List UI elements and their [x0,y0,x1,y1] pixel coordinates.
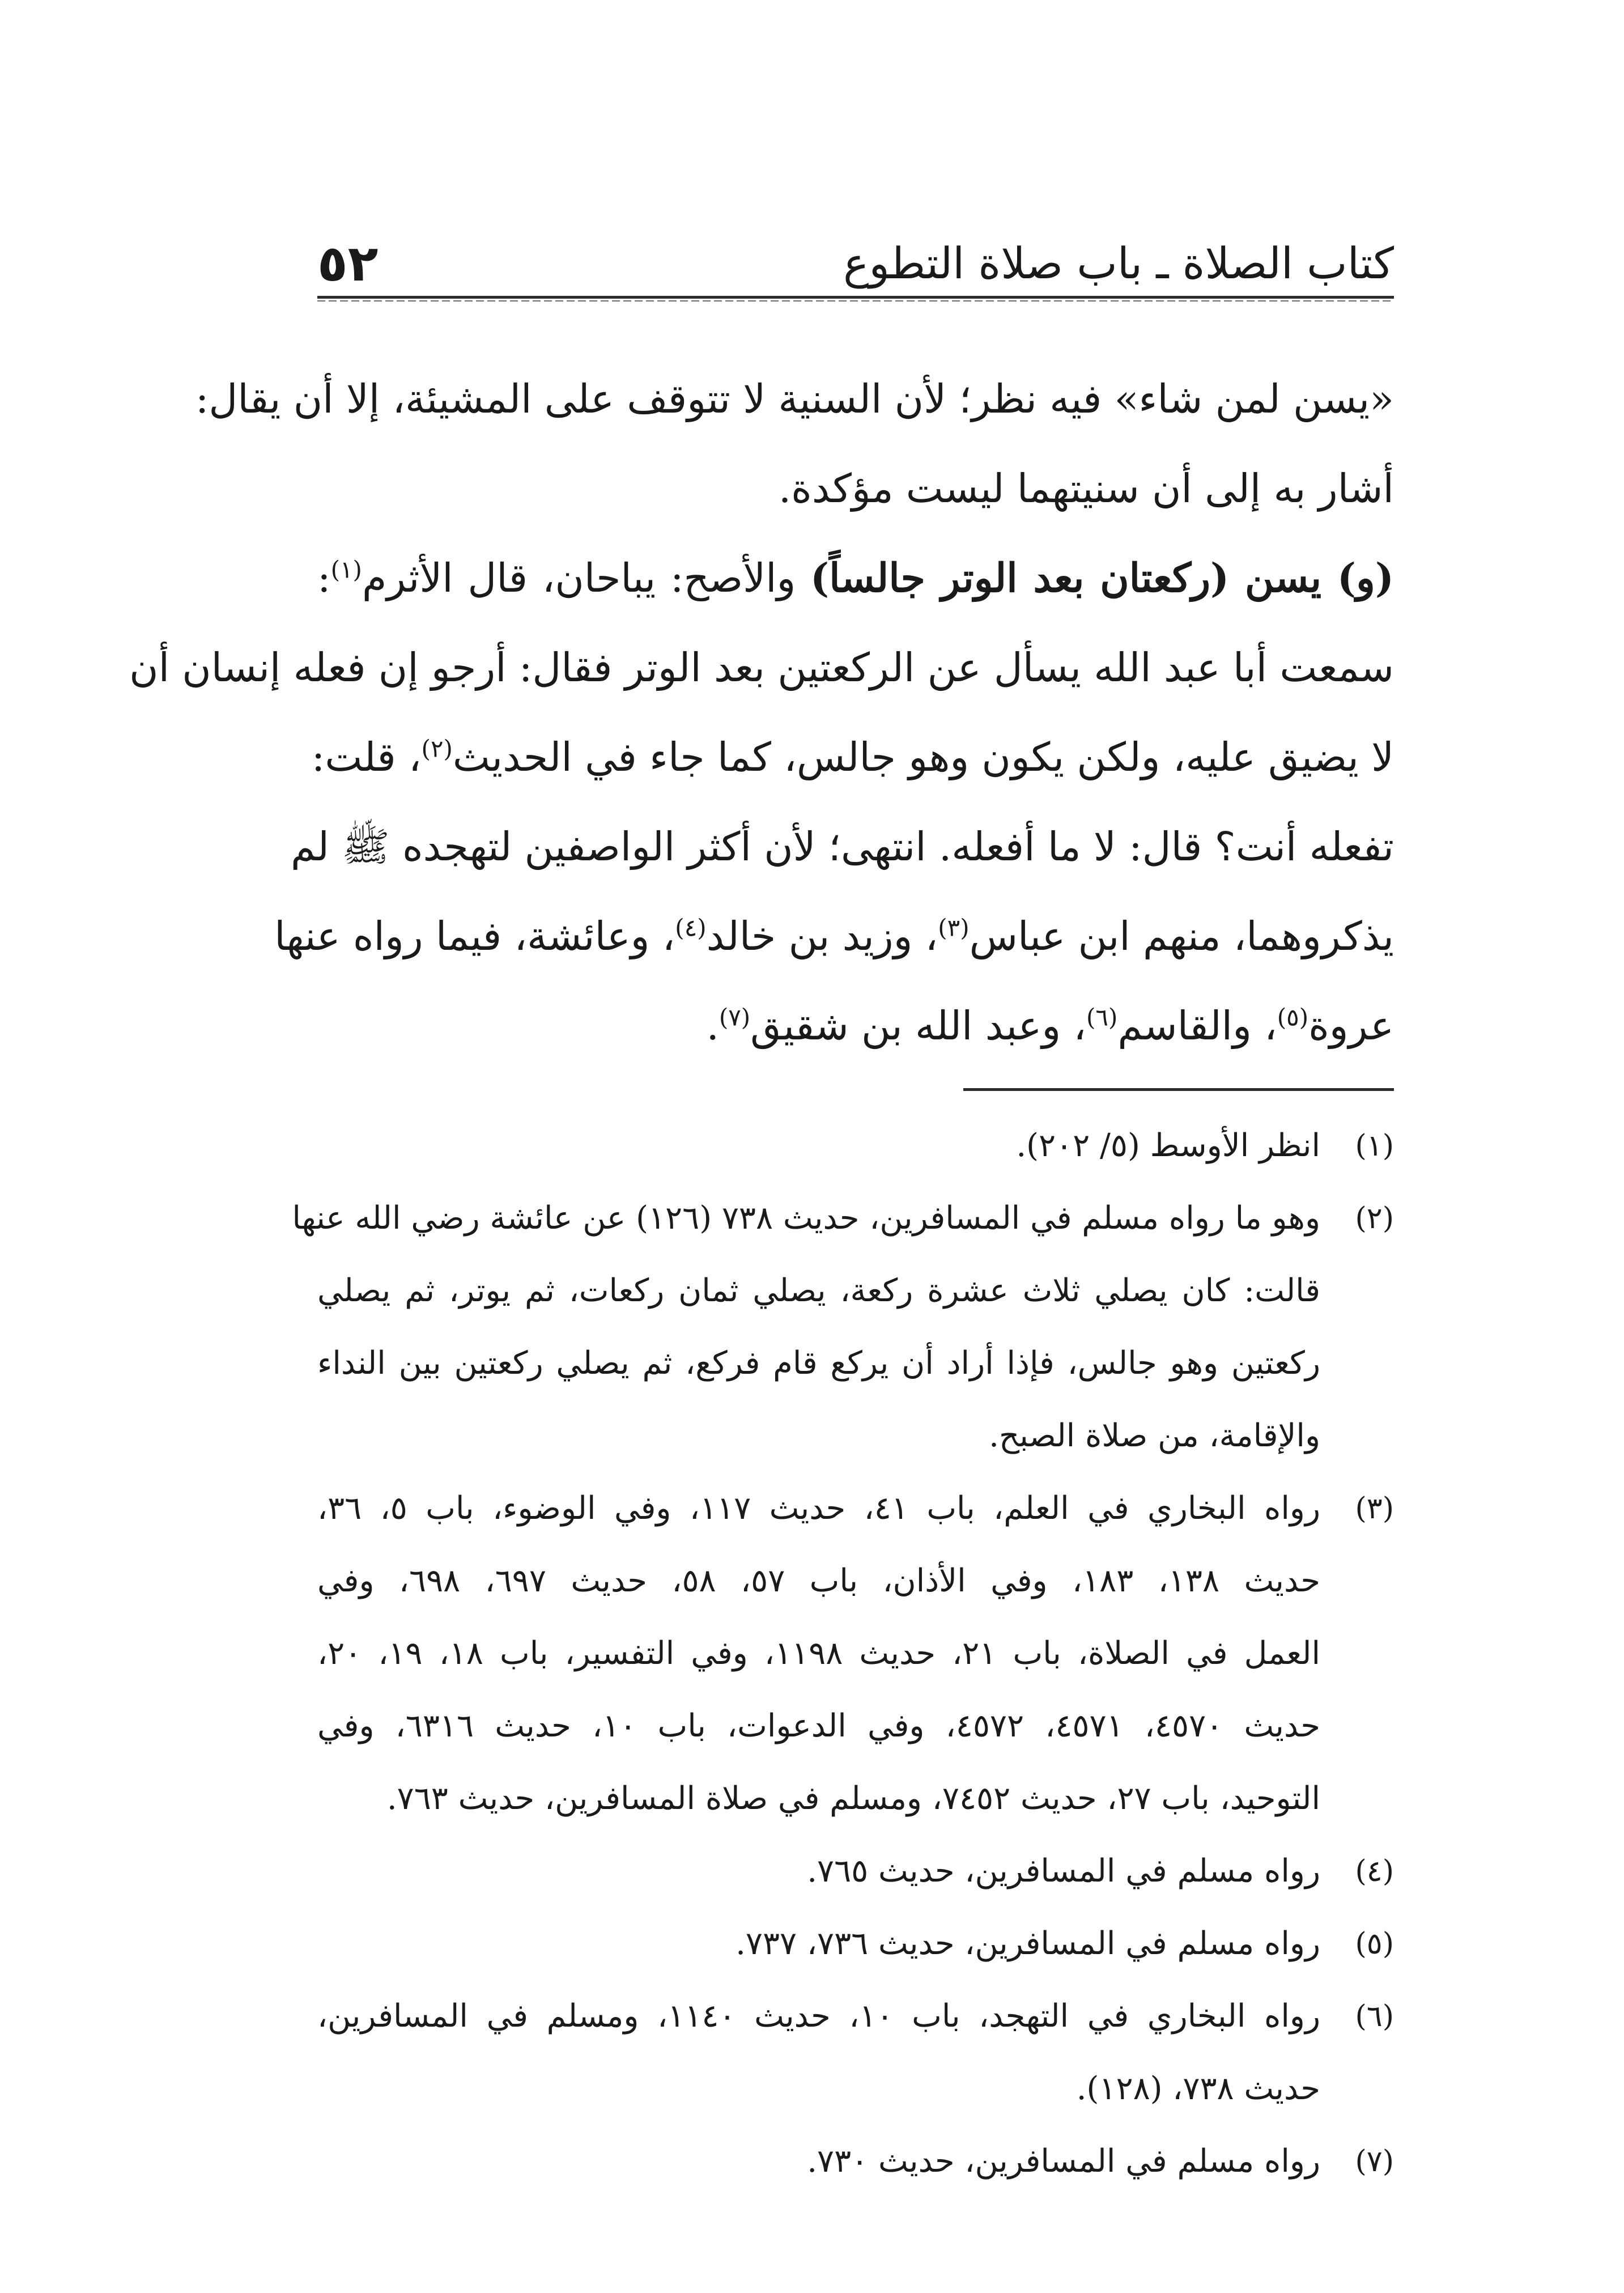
footnote [317,1472,1394,1835]
footnote-line: رواه البخاري في التهجد، باب ١٠، حديث ١١٤٠، ومسلم في المسافرين، [317,1998,1321,2035]
header-rule [317,296,1394,302]
footnote [317,1110,1394,1182]
running-header [317,232,1394,300]
main-text [129,354,1394,1071]
footnote-line: رواه مسلم في المسافرين، حديث ٧٣٦، ٧٣٧. [736,1925,1320,1962]
text-line: لا يضيق عليه، ولكن يكون وهو جالس، كما جاء في الحديث$^{(٢)}$، قلت: [311,734,1394,780]
footnote [317,1980,1394,2125]
footnote-line: رواه مسلم في المسافرين، حديث ٧٦٥. [807,1853,1320,1889]
footnote-ref: (٧) [719,1003,751,1031]
footnote-line: التوحيد، باب ٢٧، حديث ٧٤٥٢، ومسلم في صلاة المسافرين، حديث ٧٦٣. [386,1780,1320,1817]
footnote-line: والإقامة، من صلاة الصبح. [989,1417,1320,1454]
text-line: تفعله أنت؟ قال: لا ما أفعله. انتهى؛ لأن أكثر الواصفين لتهجده ﷺ لم [290,823,1394,870]
footnote-line: قالت: كان يصلي ثلاث عشرة ركعة، يصلي ثمان ركعات، ثم يوتر، ثم يصلي [317,1272,1320,1309]
footnote-ref: (٥) [1277,1003,1309,1031]
footnote-ref: (١) [330,555,362,584]
footnote-ref: (٢) [421,734,453,763]
chapter-title: كتاب الصلاة ـ باب صلاة التطوع [843,238,1394,288]
footnote-number: (٥) [1355,1927,1394,1961]
footnote-number: (٧) [1355,2145,1394,2179]
footnote-line: رواه البخاري في العلم، باب ٤١، حديث ١١٧، وفي الوضوء، باب ٥، ٣٦، [317,1490,1320,1527]
page-number: ٥٢ [317,234,379,292]
footnote [317,1908,1394,1980]
footnote-line: ركعتين وهو جالس، فإذا أراد أن يركع قام فركع، ثم يصلي ركعتين بين النداء [317,1345,1320,1382]
text-line: سمعت أبا عبد الله يسأل عن الركعتين بعد الوتر فقال: أرجو إن فعله إنسان أن [129,644,1394,691]
footnotes [292,1110,1394,2198]
footnote-ref: (٤) [675,914,707,942]
footnote-number: (٦) [1355,1999,1394,2033]
footnote [317,1835,1394,1908]
footnote-line: رواه مسلم في المسافرين، حديث ٧٣٠. [807,2143,1320,2180]
bold-phrase: (و) يسن (ركعتان بعد الوتر جالساً) [810,554,1394,601]
footnote [317,2125,1394,2198]
text-line: (و) يسن (ركعتان بعد الوتر جالساً) والأصح: يباحان، قال الأثرم$^{(١)}$: [317,554,1394,601]
footnote-number: (٤) [1355,1854,1394,1888]
text-line: يذكروهما، منهم ابن عباس$^{(٣)}$، وزيد بن خالد$^{(٤)}$، وعائشة، فيما رواه عنها [274,913,1394,959]
footnote-number: (١) [1355,1129,1394,1163]
footnote-line: العمل في الصلاة، باب ٢١، حديث ١١٩٨، وفي التفسير، باب ١٨، ١٩، ٢٠، [317,1635,1321,1672]
footnote-line: حديث ١٣٨، ١٨٣، وفي الأذان، باب ٥٧، ٥٨، حديث ٦٩٧، ٦٩٨، وفي [317,1562,1321,1599]
footnote-line: وهو ما رواه مسلم في المسافرين، حديث ٧٣٨ (١٢٦) عن عائشة رضي الله عنها [292,1200,1320,1237]
footnote-number: (٣) [1355,1492,1394,1526]
footnote-number: (٢) [1355,1201,1394,1235]
footnote-line: انظر الأوسط (٥/ ٢٠٢). [1016,1127,1320,1164]
text-line: «يسن لمن شاء» فيه نظر؛ لأن السنية لا تتوقف على المشيئة، إلا أن يقال: [195,376,1394,422]
footnote [292,1182,1394,1472]
footnote-line: حديث ٧٣٨، (١٢٨). [1076,2070,1320,2107]
text-line: عروة$^{(٥)}$، والقاسم$^{(٦)}$، وعبد الله بن شقيق$^{(٧)}$. [706,1003,1394,1049]
footnote-separator [963,1088,1394,1091]
footnote-ref: (٦) [1086,1003,1118,1031]
footnote-ref: (٣) [938,914,970,942]
text-line: أشار به إلى أن سنيتهما ليست مؤكدة. [778,465,1394,512]
footnote-line: حديث ٤٥٧٠، ٤٥٧١، ٤٥٧٢، وفي الدعوات، باب ١٠، حديث ٦٣١٦، وفي [317,1708,1321,1744]
